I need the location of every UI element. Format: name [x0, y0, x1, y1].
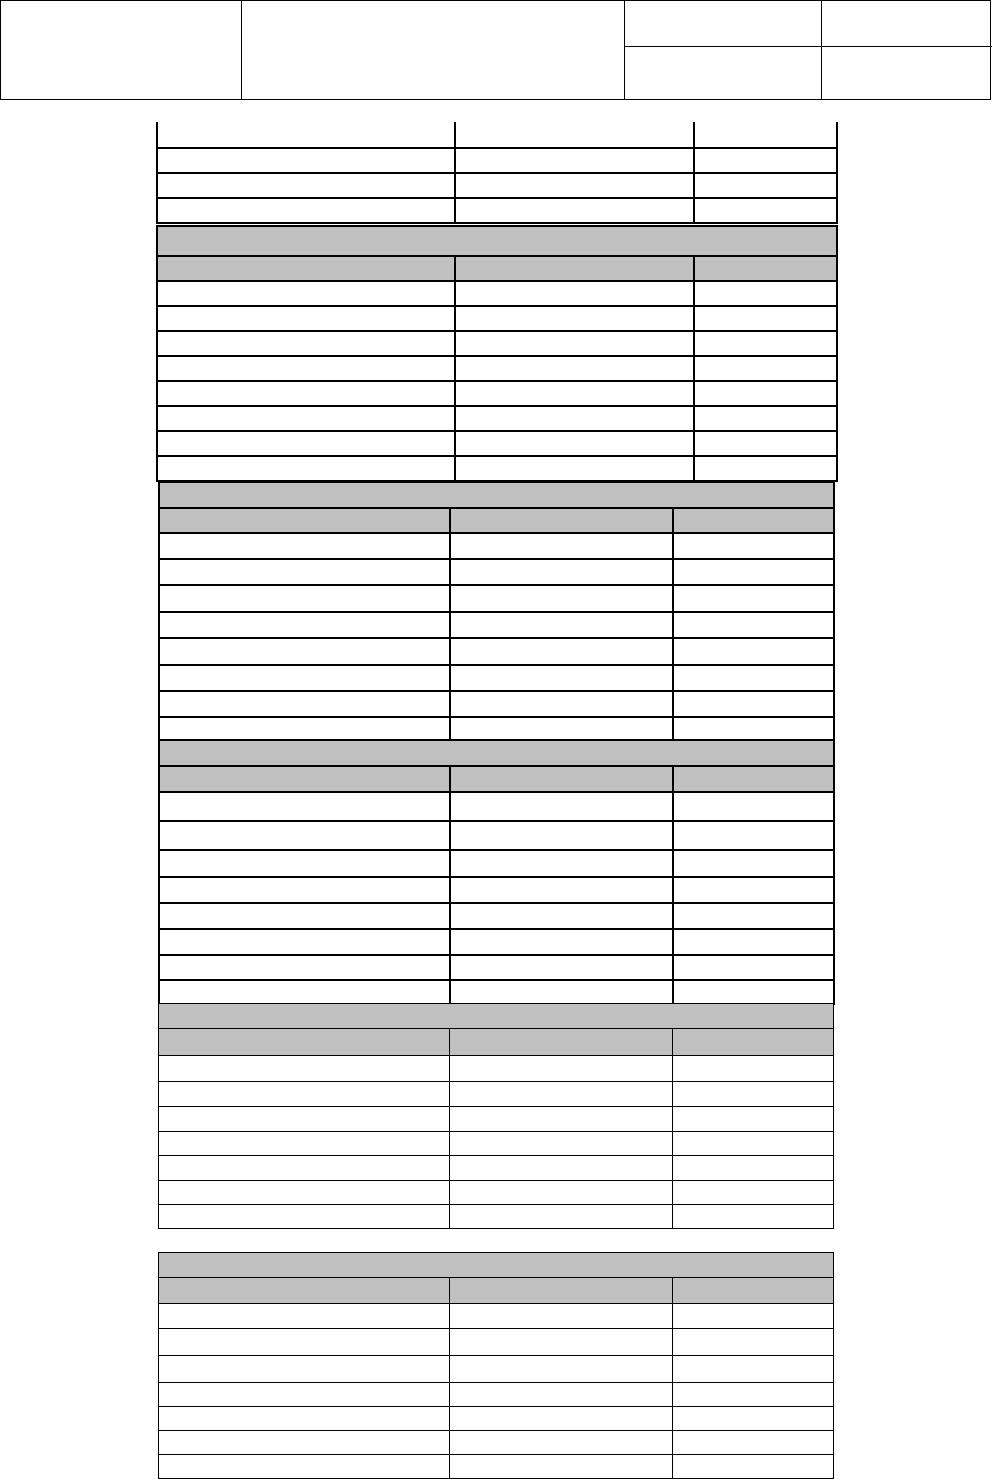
column-header: [694, 256, 837, 281]
table-cell: [694, 456, 837, 481]
section-band-label: [159, 482, 834, 508]
table-cell: [159, 585, 450, 612]
table-cell: [450, 638, 673, 665]
table-cell: [159, 850, 450, 877]
table-cell: [450, 980, 673, 1004]
table-cell: [157, 198, 455, 223]
table-cell: [673, 792, 834, 821]
table-row: [159, 821, 834, 850]
section-band-label: [159, 1253, 834, 1278]
table-cell: [694, 331, 837, 356]
table-row: [159, 1132, 834, 1156]
table-cell: [673, 612, 834, 638]
table-cell: [450, 903, 673, 929]
table-row: [159, 1304, 834, 1329]
section-band: [159, 482, 834, 508]
header-title-cell: [242, 1, 624, 99]
table-row: [157, 122, 837, 148]
table-cell: [673, 1329, 834, 1356]
table-cell: [450, 1107, 673, 1132]
table-row: [157, 381, 837, 406]
table-cell: [450, 1132, 673, 1156]
table-cell: [450, 929, 673, 955]
table-cell: [694, 148, 837, 173]
column-header: [450, 508, 673, 533]
table-cell: [159, 559, 450, 585]
column-header: [159, 766, 450, 792]
header-meta-value: [822, 1, 990, 46]
table-cell: [673, 1304, 834, 1329]
table-cell: [159, 1132, 450, 1156]
document-header: [0, 0, 991, 100]
table-cell: [159, 1431, 450, 1455]
table-cell: [455, 456, 694, 481]
table-cell: [157, 356, 455, 381]
table-cell: [450, 691, 673, 717]
form-table-segment: [158, 1252, 834, 1479]
table-row: [159, 1356, 834, 1383]
table-cell: [159, 821, 450, 850]
table-cell: [159, 1304, 450, 1329]
table-cell: [673, 691, 834, 717]
table-row: [159, 903, 834, 929]
table-row: [159, 638, 834, 665]
table-cell: [694, 381, 837, 406]
form-table-segment: [158, 739, 835, 1005]
table-row: [157, 173, 837, 198]
table-cell: [673, 1132, 834, 1156]
table-cell: [673, 585, 834, 612]
table-cell: [450, 955, 673, 980]
table-cell: [159, 1205, 450, 1229]
table-cell: [159, 1329, 450, 1356]
table-cell: [157, 148, 455, 173]
table-row: [159, 1205, 834, 1229]
table-cell: [157, 331, 455, 356]
table-cell: [159, 1082, 450, 1107]
table-cell: [694, 122, 837, 148]
section-band-label: [157, 226, 837, 256]
table-cell: [159, 877, 450, 903]
table-cell: [159, 792, 450, 821]
table-cell: [159, 1383, 450, 1407]
table-cell: [159, 533, 450, 559]
table-cell: [159, 691, 450, 717]
table-cell: [673, 1407, 834, 1431]
table-cell: [450, 1356, 673, 1383]
table-cell: [673, 533, 834, 559]
table-cell: [450, 559, 673, 585]
table-cell: [450, 850, 673, 877]
table-row: [159, 665, 834, 691]
table-cell: [694, 198, 837, 223]
table-cell: [157, 173, 455, 198]
section-band: [159, 740, 834, 766]
table-cell: [159, 665, 450, 691]
table-cell: [673, 1181, 834, 1205]
section-band-label: [159, 740, 834, 766]
table-row: [159, 1383, 834, 1407]
table-cell: [694, 406, 837, 431]
table-cell: [455, 406, 694, 431]
table-row: [159, 850, 834, 877]
column-header: [673, 766, 834, 792]
table-cell: [673, 559, 834, 585]
table-cell: [157, 406, 455, 431]
table-row: [159, 792, 834, 821]
column-header: [673, 1029, 834, 1056]
table-cell: [159, 1156, 450, 1181]
column-header: [159, 1029, 450, 1056]
table-cell: [157, 381, 455, 406]
section-band: [157, 226, 837, 256]
table-cell: [673, 1356, 834, 1383]
table-cell: [159, 1181, 450, 1205]
table-cell: [673, 1056, 834, 1082]
column-header: [157, 256, 455, 281]
table-cell: [673, 850, 834, 877]
table-cell: [159, 612, 450, 638]
table-row: [159, 612, 834, 638]
table-row: [159, 559, 834, 585]
table-cell: [694, 356, 837, 381]
column-header: [450, 1278, 673, 1304]
table-cell: [159, 1056, 450, 1082]
table-cell: [159, 929, 450, 955]
table-cell: [694, 306, 837, 331]
table-cell: [673, 1455, 834, 1479]
table-cell: [159, 955, 450, 980]
table-cell: [694, 431, 837, 456]
column-header: [450, 1029, 673, 1056]
table-row: [159, 980, 834, 1004]
table-cell: [157, 431, 455, 456]
table-row: [159, 691, 834, 717]
section-band: [159, 1004, 834, 1029]
table-row: [159, 1455, 834, 1479]
table-cell: [450, 1181, 673, 1205]
table-cell: [450, 665, 673, 691]
table-row: [157, 431, 837, 456]
form-table-segment: [156, 122, 838, 224]
table-cell: [450, 877, 673, 903]
section-band: [159, 1253, 834, 1278]
table-cell: [159, 1407, 450, 1431]
table-row: [159, 955, 834, 980]
table-row: [157, 281, 837, 306]
table-cell: [673, 929, 834, 955]
table-cell: [673, 1082, 834, 1107]
table-row: [157, 331, 837, 356]
header-meta-label: [625, 47, 821, 99]
table-cell: [455, 356, 694, 381]
table-row: [159, 1156, 834, 1181]
header-meta-label: [625, 1, 821, 46]
table-cell: [694, 173, 837, 198]
header-meta-value: [822, 47, 990, 99]
table-cell: [157, 306, 455, 331]
table-cell: [673, 877, 834, 903]
column-header-row: [159, 1278, 834, 1304]
table-cell: [450, 1383, 673, 1407]
column-header-row: [159, 766, 834, 792]
table-cell: [455, 431, 694, 456]
table-cell: [455, 331, 694, 356]
column-header-row: [159, 508, 834, 533]
table-cell: [450, 1205, 673, 1229]
column-header: [673, 1278, 834, 1304]
form-table-segment: [158, 1003, 834, 1229]
form-table-segment: [156, 225, 838, 482]
table-cell: [450, 821, 673, 850]
column-header-row: [159, 1029, 834, 1056]
table-row: [159, 1431, 834, 1455]
table-cell: [673, 821, 834, 850]
table-row: [159, 1407, 834, 1431]
column-header: [673, 508, 834, 533]
table-cell: [450, 1056, 673, 1082]
table-cell: [450, 533, 673, 559]
table-cell: [159, 1356, 450, 1383]
column-header: [455, 256, 694, 281]
table-cell: [159, 638, 450, 665]
column-header: [159, 508, 450, 533]
table-row: [157, 306, 837, 331]
form-table-segment: [158, 481, 835, 744]
column-header: [159, 1278, 450, 1304]
table-row: [159, 533, 834, 559]
table-cell: [157, 281, 455, 306]
header-logo-cell: [1, 1, 241, 99]
table-cell: [450, 1082, 673, 1107]
table-row: [159, 877, 834, 903]
table-cell: [159, 903, 450, 929]
table-cell: [673, 665, 834, 691]
table-cell: [450, 1156, 673, 1181]
table-cell: [157, 456, 455, 481]
table-cell: [455, 381, 694, 406]
table-cell: [694, 281, 837, 306]
table-cell: [673, 1383, 834, 1407]
table-cell: [450, 792, 673, 821]
table-cell: [450, 1407, 673, 1431]
table-cell: [450, 612, 673, 638]
table-row: [159, 1181, 834, 1205]
table-row: [159, 585, 834, 612]
table-cell: [673, 955, 834, 980]
table-cell: [455, 281, 694, 306]
table-row: [157, 356, 837, 381]
table-row: [159, 1056, 834, 1082]
table-row: [159, 1082, 834, 1107]
table-cell: [159, 980, 450, 1004]
table-row: [157, 456, 837, 481]
table-cell: [673, 903, 834, 929]
table-cell: [455, 173, 694, 198]
table-cell: [673, 638, 834, 665]
table-row: [157, 148, 837, 173]
table-cell: [157, 122, 455, 148]
table-cell: [450, 1329, 673, 1356]
column-header-row: [157, 256, 837, 281]
table-cell: [455, 122, 694, 148]
table-cell: [673, 980, 834, 1004]
table-cell: [450, 1455, 673, 1479]
table-row: [159, 1107, 834, 1132]
table-cell: [450, 1431, 673, 1455]
table-cell: [450, 585, 673, 612]
column-header: [450, 766, 673, 792]
table-cell: [450, 1304, 673, 1329]
table-cell: [159, 1107, 450, 1132]
table-row: [159, 929, 834, 955]
table-cell: [455, 306, 694, 331]
table-cell: [455, 198, 694, 223]
table-cell: [455, 148, 694, 173]
table-cell: [159, 1455, 450, 1479]
table-cell: [673, 1431, 834, 1455]
section-band-label: [159, 1004, 834, 1029]
table-row: [157, 406, 837, 431]
table-row: [159, 1329, 834, 1356]
table-cell: [673, 1205, 834, 1229]
table-cell: [673, 1107, 834, 1132]
table-row: [157, 198, 837, 223]
table-cell: [673, 1156, 834, 1181]
